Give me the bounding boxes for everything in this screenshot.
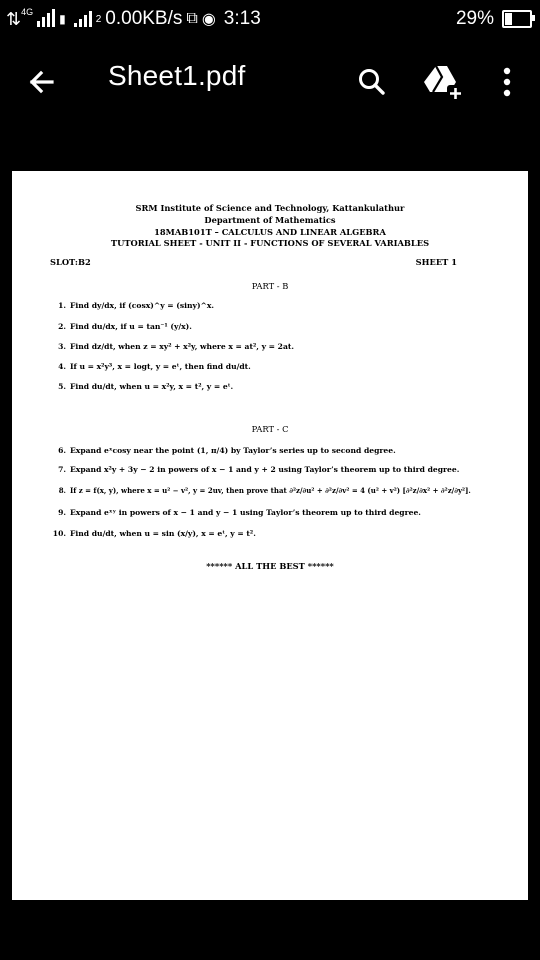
part-c-heading: PART - C — [251, 424, 289, 434]
app-bar — [0, 38, 540, 124]
network-type-label: 4G — [21, 7, 34, 17]
question: 7. Expand x²y + 3y − 2 in powers of x − 1 and y + 2 using Taylor’s theorem up to third degree. — [58, 465, 460, 474]
battery-icon — [502, 10, 532, 28]
closing-line: ****** ALL THE BEST ****** — [206, 561, 334, 571]
slot-label: SLOT:B2 — [50, 257, 91, 267]
question: 10. Find du/dt, when u = sin (x/y), x = eᵗ, y = t². — [52, 529, 256, 538]
question: 3. Find dz/dt, when z = xy² + x²y, where x = at², y = 2at. — [58, 342, 295, 351]
more-options-button[interactable] — [492, 62, 522, 102]
part-b-heading: PART - B — [251, 281, 289, 291]
battery-fill — [505, 13, 512, 25]
more-vert-icon — [492, 62, 522, 102]
question: 9. Expand eˣʸ in powers of x − 1 and y − 1 using Taylor’s theorem up to third degree. — [58, 508, 421, 517]
back-arrow-icon — [22, 62, 62, 102]
add-to-drive-button[interactable] — [420, 60, 466, 104]
question: 5. Find du/dt, when u = x²y, x = t², y = eᵗ. — [58, 382, 234, 391]
pdf-page[interactable] — [12, 171, 528, 900]
sim1-slot-icon: ▮ — [59, 12, 66, 26]
status-bar — [0, 0, 540, 38]
sheet-number: SHEET 1 — [415, 257, 457, 267]
department-name: Department of Mathematics — [204, 215, 336, 225]
data-transfer-icon: ⇅ — [6, 9, 22, 29]
question: 4. If u = x²y³, x = logt, y = eᵗ, then find du/dt. — [58, 362, 251, 371]
network-speed: 0.00KB/s — [105, 8, 183, 29]
sheet-title: TUTORIAL SHEET - UNIT II - FUNCTIONS OF SEVERAL VARIABLES — [110, 238, 430, 248]
screenshot-icon: ⧉ — [186, 10, 198, 27]
back-button[interactable] — [22, 62, 62, 102]
document-title: Sheet1.pdf — [108, 60, 246, 91]
signal-sim1-icon — [37, 11, 55, 27]
question: 1. Find dy/dx, if (cosx)^y = (siny)^x. — [58, 301, 215, 310]
question: 6. Expand eˣcosy near the point (1, π/4) by Taylor’s series up to second degree. — [58, 446, 396, 455]
institute-name: SRM Institute of Science and Technology, Kattankulathur — [135, 203, 405, 213]
sync-icon: ◉ — [201, 11, 216, 28]
course-title: 18MAB101T – CALCULUS AND LINEAR ALGEBRA — [154, 227, 386, 237]
search-icon — [352, 62, 392, 102]
question: 8. If z = f(x, y), where x = u² − v², y = 2uv, then prove that ∂²z/∂u² + ∂²z/∂v² = 4 (u² + v²) [∂²z/∂x² + ∂²z/∂y²]. — [58, 486, 471, 495]
search-button[interactable] — [352, 62, 392, 102]
signal-sim2-icon — [74, 11, 92, 27]
drive-add-icon — [420, 60, 466, 104]
clock: 3:13 — [223, 8, 261, 29]
question: 2. Find du/dx, if u = tan⁻¹ (y/x). — [58, 322, 192, 331]
battery-percent: 29% — [455, 8, 494, 29]
sim2-label: 2 — [95, 13, 102, 25]
